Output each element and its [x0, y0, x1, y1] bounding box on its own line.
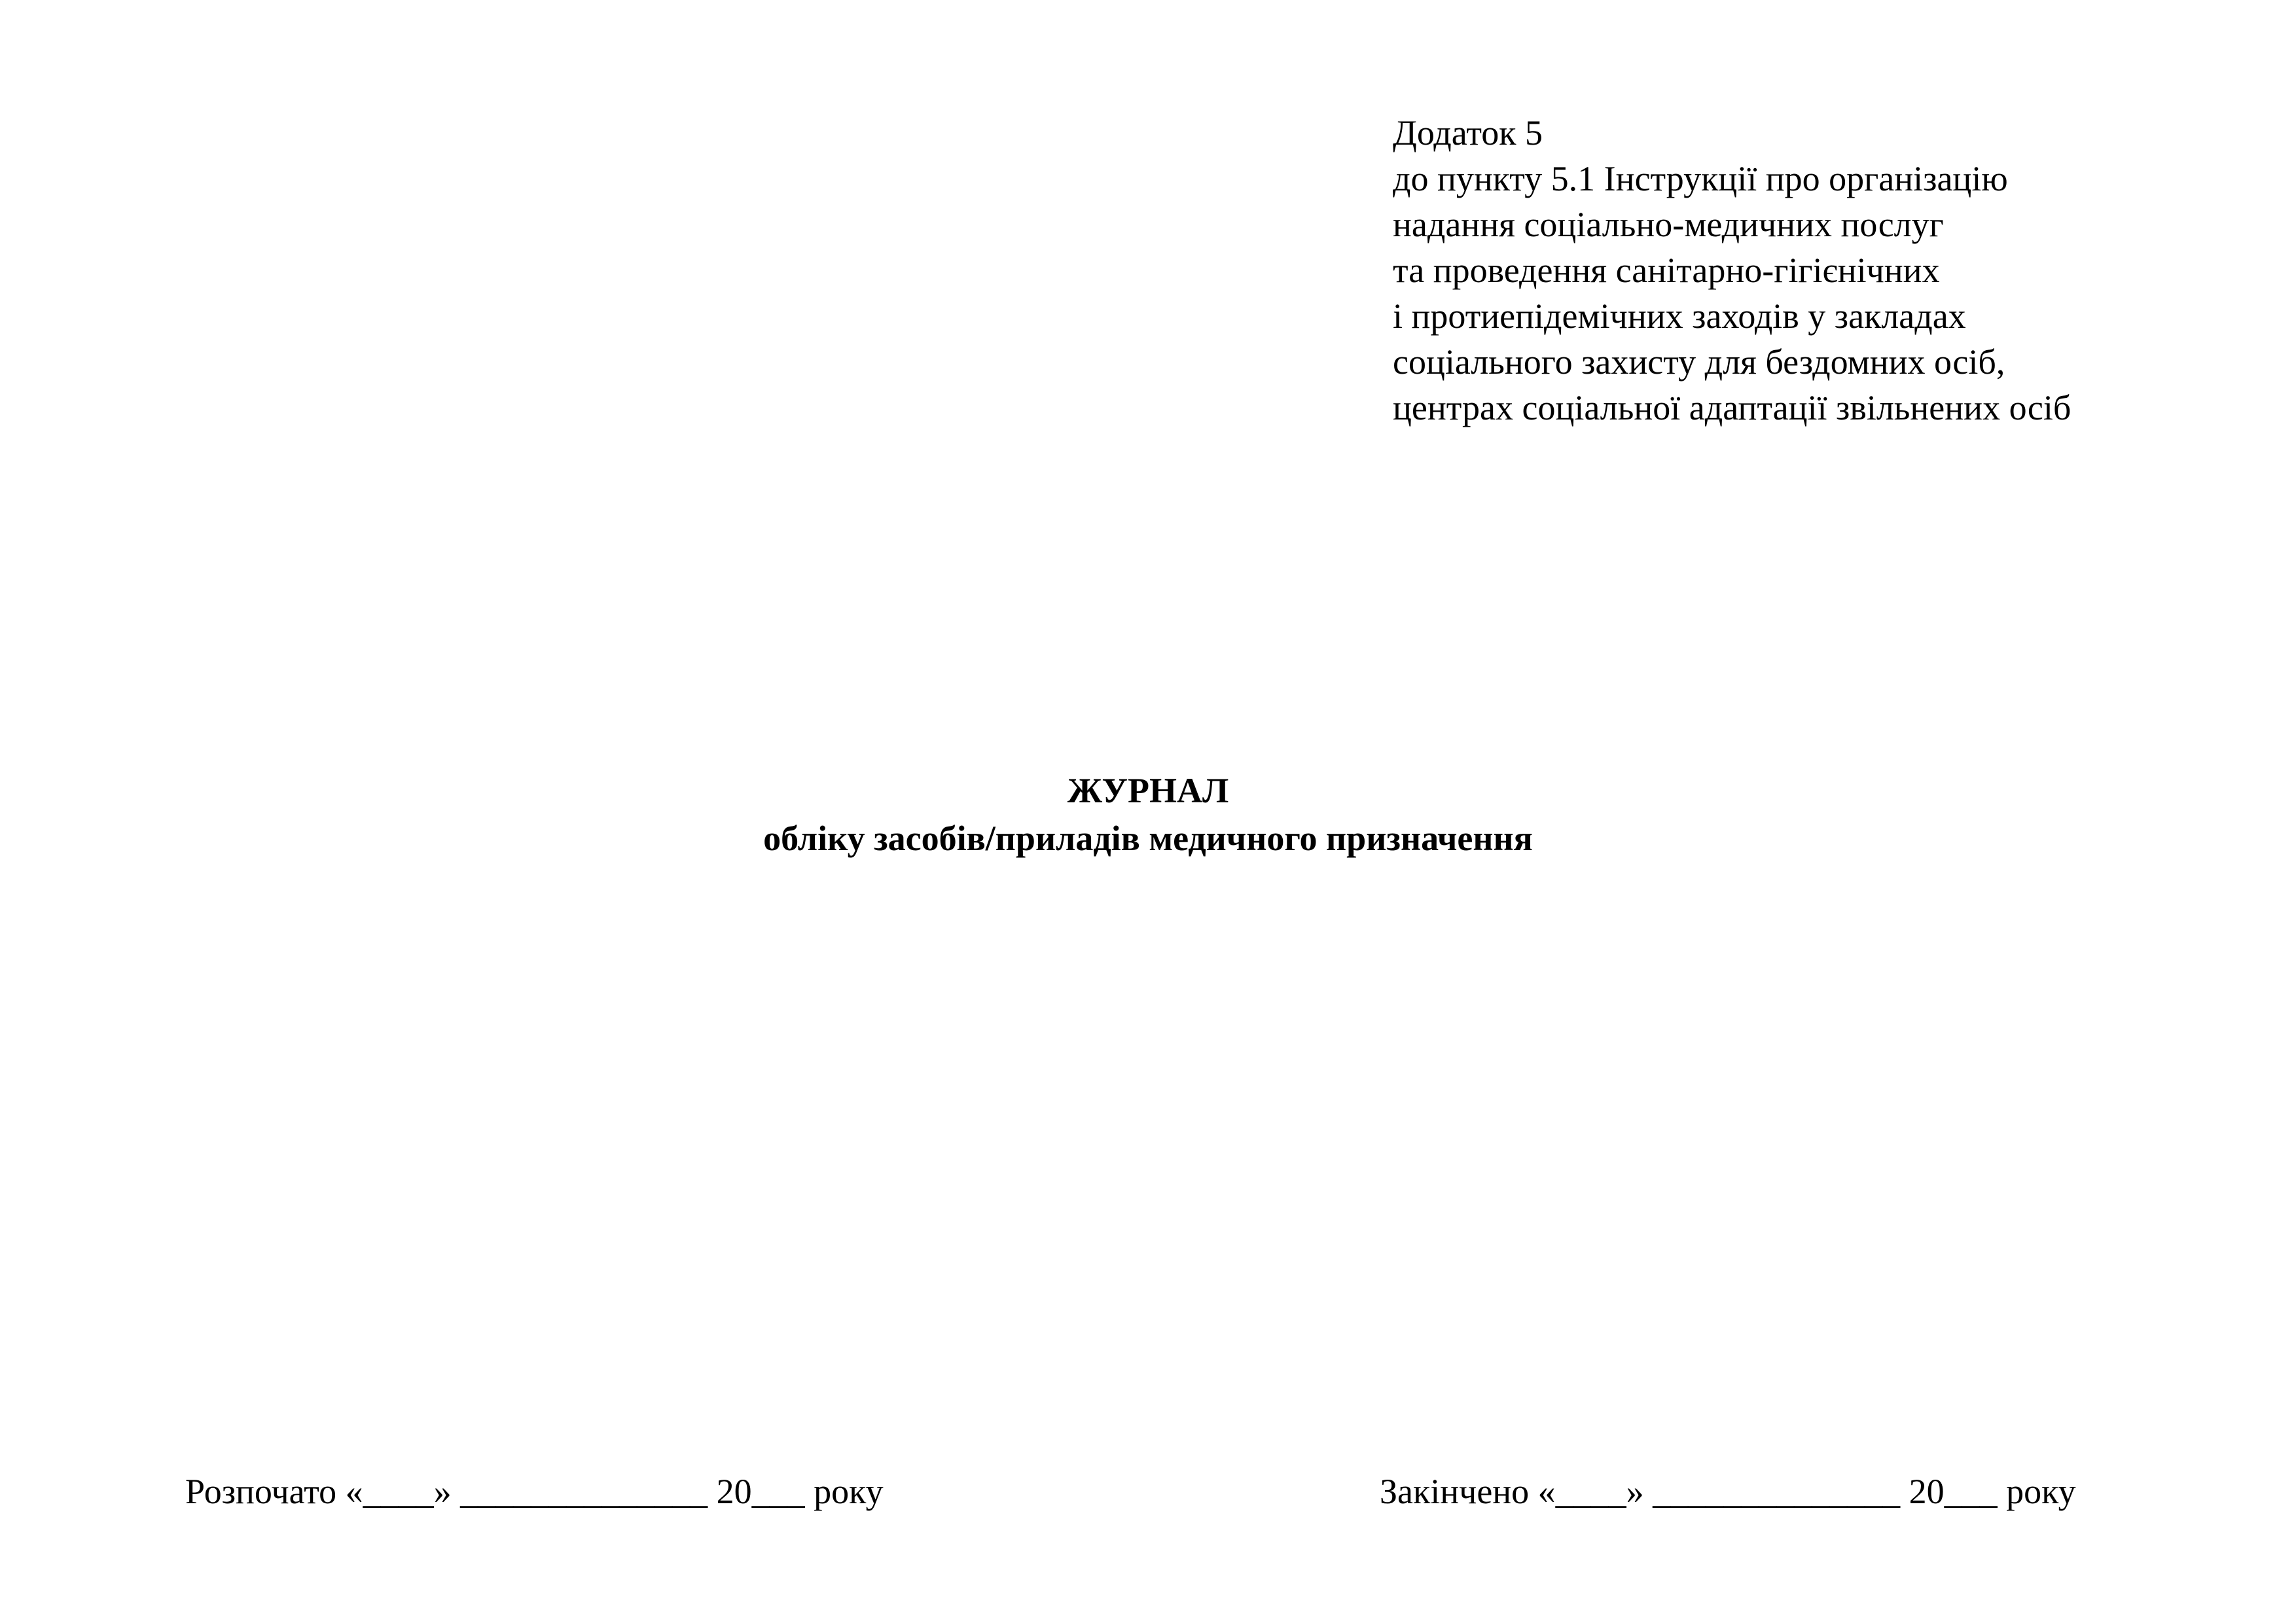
appendix-line: і протиепідемічних заходів у закладах — [1393, 296, 1966, 336]
appendix-line: Додаток 5 — [1393, 113, 1543, 152]
appendix-line: до пункту 5.1 Інструкції про організацію — [1393, 159, 2008, 198]
appendix-reference — [1393, 110, 2071, 431]
appendix-line: центрах соціальної адаптації звільнених осіб — [1393, 388, 2072, 427]
journal-subheading: обліку засобів/приладів медичного призначення — [763, 819, 1533, 858]
appendix-line: соціального захисту для бездомних осіб, — [1393, 342, 2005, 382]
journal-heading: ЖУРНАЛ — [1067, 771, 1229, 810]
started-date-line: Розпочато «____» ______________ 20___ року — [185, 1472, 884, 1511]
appendix-line: та проведення санітарно-гігієнічних — [1393, 251, 1940, 290]
finished-date-line: Закінчено «____» ______________ 20___ року — [1380, 1472, 2076, 1511]
journal-title-block — [0, 767, 2296, 863]
appendix-line: надання соціально-медичних послуг — [1393, 205, 1944, 244]
